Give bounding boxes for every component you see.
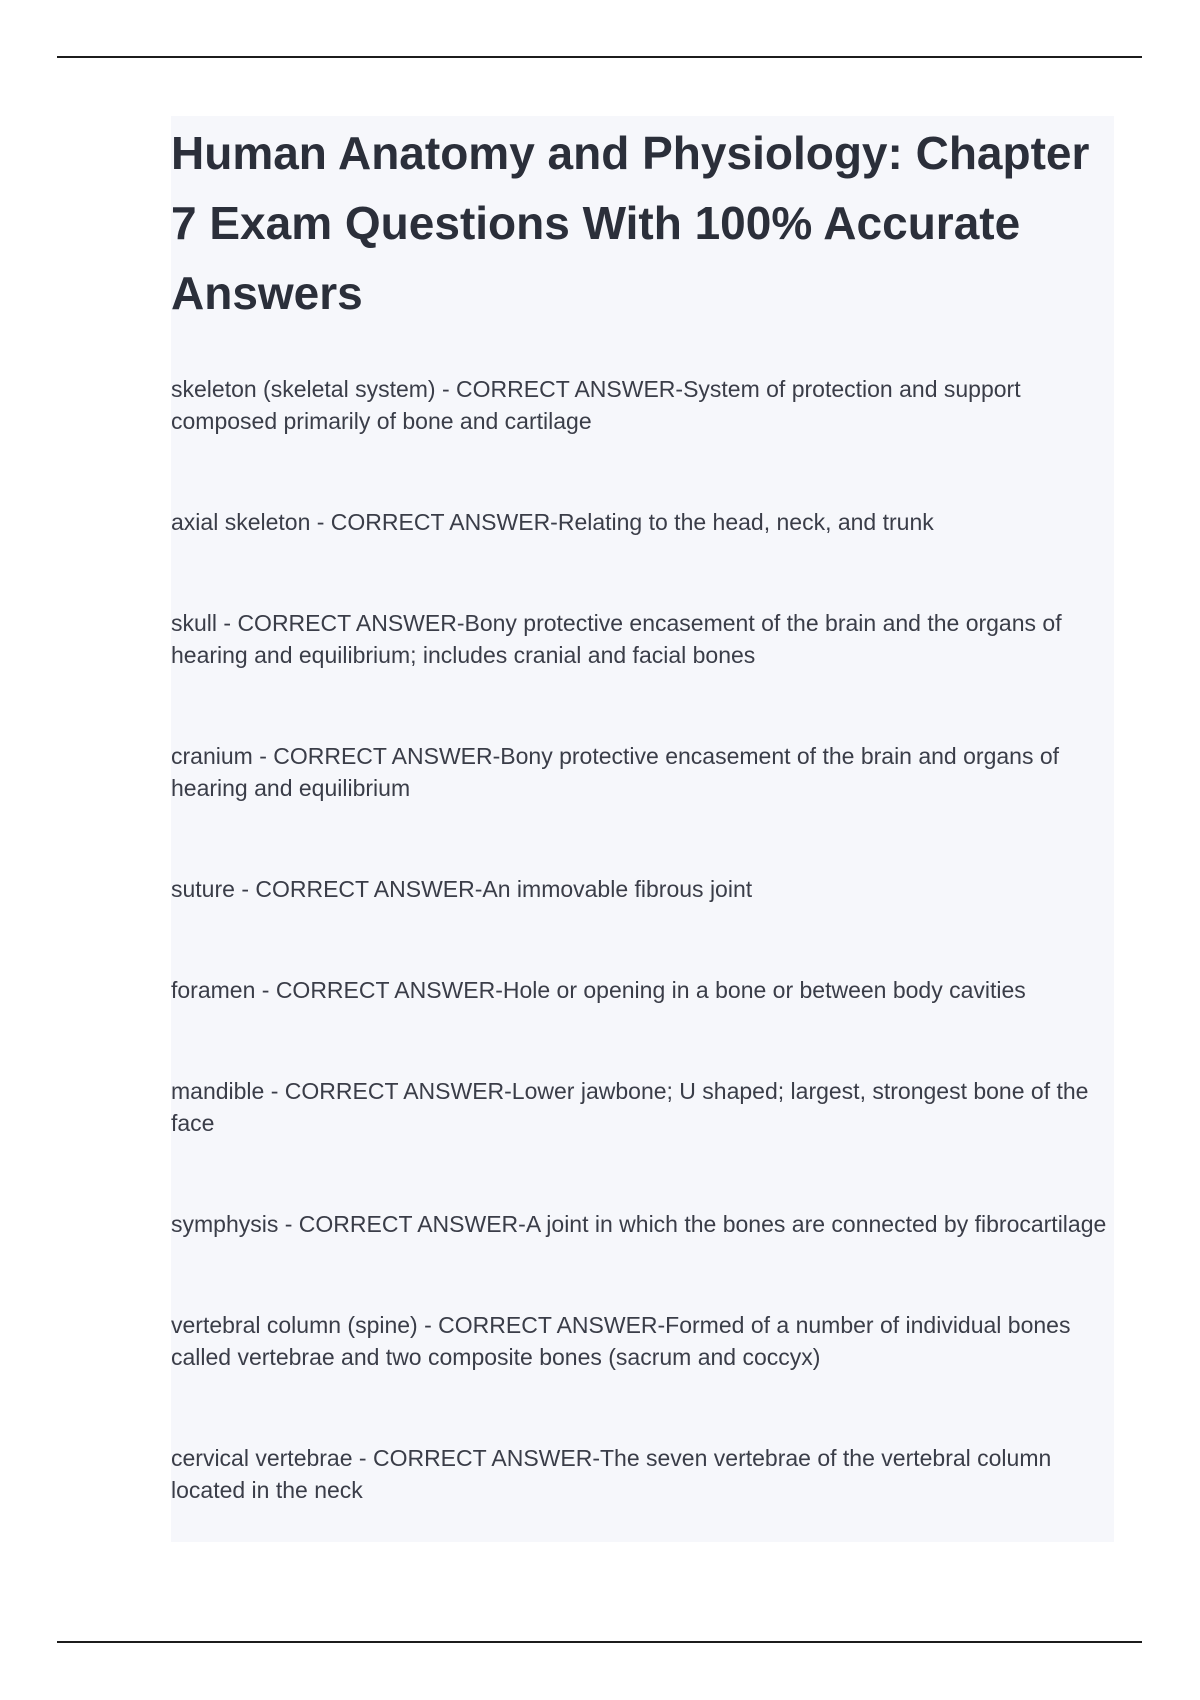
list-item: cranium - CORRECT ANSWER-Bony protective encasement of the brain and organs of hearing and equilibrium: [171, 743, 1060, 801]
list-item: foramen - CORRECT ANSWER-Hole or opening in a bone or between body cavities: [171, 977, 1026, 1003]
list-item: suture - CORRECT ANSWER-An immovable fibrous joint: [171, 876, 753, 902]
list-item: cervical vertebrae - CORRECT ANSWER-The seven vertebrae of the vertebral column located in the neck: [171, 1445, 1052, 1503]
document-content: [171, 116, 1114, 1542]
list-item: skeleton (skeletal system) - CORRECT ANSWER-System of protection and support composed primarily of bone and cartilage: [171, 376, 1021, 434]
list-item: vertebral column (spine) - CORRECT ANSWER-Formed of a number of individual bones called vertebrae and two composite bones (sacrum and coccyx): [171, 1312, 1071, 1370]
list-item: symphysis - CORRECT ANSWER-A joint in which the bones are connected by fibrocartilage: [171, 1211, 1107, 1237]
document-title: Human Anatomy and Physiology: Chapter 7 Exam Questions With 100% Accurate Answers: [171, 127, 1090, 319]
entry-list: [171, 373, 1114, 1506]
list-item: mandible - CORRECT ANSWER-Lower jawbone; U shaped; largest, strongest bone of the face: [171, 1078, 1089, 1136]
bottom-rule: [57, 1641, 1142, 1643]
top-rule: [57, 56, 1142, 58]
list-item: axial skeleton - CORRECT ANSWER-Relating to the head, neck, and trunk: [171, 509, 934, 535]
list-item: skull - CORRECT ANSWER-Bony protective encasement of the brain and the organs of hearing and equilibrium; includes cranial and facial bones: [171, 610, 1062, 668]
